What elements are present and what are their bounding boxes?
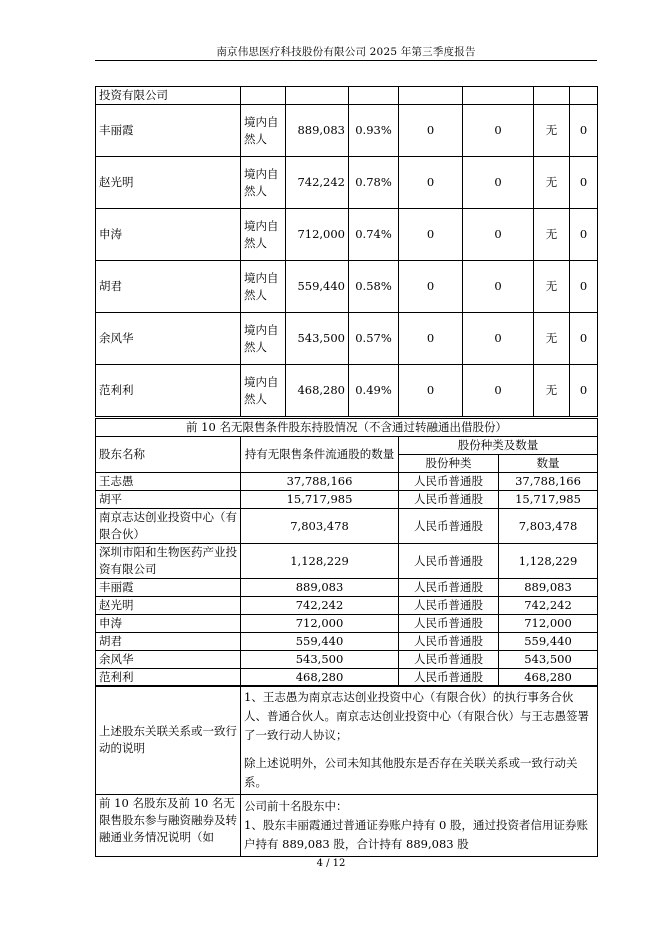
table-row [96, 633, 598, 651]
holder-shares: 712,000 [241, 615, 399, 633]
pledge-status: 无 [534, 209, 570, 261]
holder-shares: 543,500 [286, 313, 349, 365]
table-row [96, 209, 598, 261]
pledge-status: 无 [534, 105, 570, 157]
header-divider [95, 60, 597, 61]
holder-shares: 712,000 [286, 209, 349, 261]
holder-shares: 1,128,229 [241, 544, 399, 579]
table-row [96, 437, 598, 455]
holder-name: 范利利 [96, 669, 241, 687]
table-row [96, 491, 598, 509]
share-qty: 15,717,985 [499, 491, 598, 509]
table-row [96, 365, 598, 417]
holder-shares: 468,280 [286, 365, 349, 417]
section-title: 前 10 名无限售条件股东持股情况（不含通过转融通出借股份） [96, 419, 598, 437]
top-holders-table [95, 86, 598, 417]
holder-name: 丰丽霞 [96, 105, 241, 157]
holder-name: 胡平 [96, 491, 241, 509]
share-class: 人民币普通股 [399, 473, 499, 491]
pledged-shares: 0 [463, 157, 534, 209]
share-class: 人民币普通股 [399, 615, 499, 633]
table-row [96, 651, 598, 669]
pledged-shares: 0 [463, 209, 534, 261]
table-row [96, 157, 598, 209]
holder-shares: 37,788,166 [241, 473, 399, 491]
margin-paragraph-2: 1、股东丰丽霞通过普通证券账户持有 0 股，通过投资者信用证券账户持有 889,083 股，合计持有 889,083 股 [244, 818, 588, 851]
holder-type: 境内自然人 [241, 313, 286, 365]
table-row [96, 419, 598, 437]
share-qty: 1,128,229 [499, 544, 598, 579]
share-class: 人民币普通股 [399, 509, 499, 544]
table-row [96, 669, 598, 687]
holder-name: 王志愚 [96, 473, 241, 491]
holder-name: 丰丽霞 [96, 579, 241, 597]
holder-pct: 0.49% [349, 365, 399, 417]
column-header-shares: 持有无限售条件流通股的数量 [241, 437, 399, 473]
pledge-status: 无 [534, 313, 570, 365]
holder-type: 境内自然人 [241, 105, 286, 157]
holder-name: 胡君 [96, 261, 241, 313]
share-qty: 742,242 [499, 597, 598, 615]
holder-shares: 15,717,985 [241, 491, 399, 509]
page-number: 4 / 12 [316, 858, 346, 869]
share-class: 人民币普通股 [399, 491, 499, 509]
restricted-shares: 0 [399, 261, 463, 313]
pledged-shares: 0 [463, 261, 534, 313]
holder-type: 境内自然人 [241, 157, 286, 209]
holder-shares: 742,242 [241, 597, 399, 615]
holder-shares: 889,083 [286, 105, 349, 157]
holder-shares: 742,242 [286, 157, 349, 209]
report-header: 南京伟思医疗科技股份有限公司 2025 年第三季度报告 [216, 46, 476, 58]
relation-paragraph-1: 1、王志愚为南京志达创业投资中心（有限合伙）的执行事务合伙人、普通合伙人。南京志达创业投资中心（有限合伙）与王志愚签署了一致行动人协议； [244, 690, 589, 742]
holder-name: 赵光明 [96, 157, 241, 209]
share-class: 人民币普通股 [399, 669, 499, 687]
share-class: 人民币普通股 [399, 579, 499, 597]
share-class: 人民币普通股 [399, 544, 499, 579]
share-qty: 543,500 [499, 651, 598, 669]
column-header-class: 股份种类 [399, 455, 499, 473]
restricted-shares: 0 [399, 209, 463, 261]
margin-trading-label: 前 10 名股东及前 10 名无限售股东参与融资融券及转融通业务情况说明（如 [96, 795, 241, 857]
holder-pct: 0.74% [349, 209, 399, 261]
pledged-shares: 0 [463, 105, 534, 157]
holder-name: 余风华 [96, 651, 241, 669]
holder-pct: 0.57% [349, 313, 399, 365]
margin-trading-description [241, 795, 598, 857]
pledged-shares: 0 [463, 365, 534, 417]
share-class: 人民币普通股 [399, 597, 499, 615]
holder-pct: 0.93% [349, 105, 399, 157]
pledge-count: 0 [570, 365, 598, 417]
share-qty: 468,280 [499, 669, 598, 687]
pledge-status: 无 [534, 261, 570, 313]
table-row [96, 313, 598, 365]
holder-name: 赵光明 [96, 597, 241, 615]
holder-shares: 559,440 [241, 633, 399, 651]
holder-name: 胡君 [96, 633, 241, 651]
holder-pct: 0.78% [349, 157, 399, 209]
notes-table [95, 685, 598, 857]
pledge-count: 0 [570, 313, 598, 365]
relation-paragraph-2: 除上述说明外，公司未知其他股东是否存在关联关系或一致行动关系。 [244, 756, 578, 789]
holder-name: 余风华 [96, 313, 241, 365]
holder-pct: 0.58% [349, 261, 399, 313]
relation-label: 上述股东关联关系或一致行动的说明 [96, 686, 241, 795]
share-qty: 7,803,478 [499, 509, 598, 544]
pledge-count: 0 [570, 209, 598, 261]
unrestricted-holders-table [95, 418, 598, 687]
restricted-shares: 0 [399, 313, 463, 365]
paragraph-spacer [244, 745, 594, 754]
table-row [96, 544, 598, 579]
holder-type: 境内自然人 [241, 365, 286, 417]
pledge-count: 0 [570, 157, 598, 209]
table-row [96, 615, 598, 633]
column-header-name: 股东名称 [96, 437, 241, 473]
share-qty: 559,440 [499, 633, 598, 651]
pledge-count: 0 [570, 105, 598, 157]
holder-name-continued: 投资有限公司 [96, 87, 241, 105]
holder-name: 南京志达创业投资中心（有限合伙） [96, 509, 241, 544]
relation-description [241, 686, 598, 795]
restricted-shares: 0 [399, 157, 463, 209]
table-row [96, 473, 598, 491]
restricted-shares: 0 [399, 105, 463, 157]
holder-shares: 889,083 [241, 579, 399, 597]
table-row [96, 105, 598, 157]
margin-paragraph-1: 公司前十名股东中： [244, 799, 348, 813]
pledge-count: 0 [570, 261, 598, 313]
share-class: 人民币普通股 [399, 651, 499, 669]
holder-shares: 468,280 [241, 669, 399, 687]
table-row [96, 261, 598, 313]
table-row [96, 686, 598, 795]
table-row [96, 509, 598, 544]
holder-type: 境内自然人 [241, 261, 286, 313]
table-row [96, 87, 598, 105]
table-row [96, 597, 598, 615]
holder-name: 申涛 [96, 615, 241, 633]
pledge-status: 无 [534, 157, 570, 209]
pledge-status: 无 [534, 365, 570, 417]
share-qty: 712,000 [499, 615, 598, 633]
pledged-shares: 0 [463, 313, 534, 365]
holder-type: 境内自然人 [241, 209, 286, 261]
share-qty: 889,083 [499, 579, 598, 597]
table-row [96, 795, 598, 857]
table-row [96, 579, 598, 597]
holder-shares: 7,803,478 [241, 509, 399, 544]
share-class: 人民币普通股 [399, 633, 499, 651]
holder-name: 范利利 [96, 365, 241, 417]
column-header-qty: 数量 [499, 455, 598, 473]
holder-shares: 543,500 [241, 651, 399, 669]
holder-shares: 559,440 [286, 261, 349, 313]
holder-name: 申涛 [96, 209, 241, 261]
holder-name: 深圳市阳和生物医药产业投资有限公司 [96, 544, 241, 579]
column-header-class-group: 股份种类及数量 [399, 437, 598, 455]
restricted-shares: 0 [399, 365, 463, 417]
share-qty: 37,788,166 [499, 473, 598, 491]
